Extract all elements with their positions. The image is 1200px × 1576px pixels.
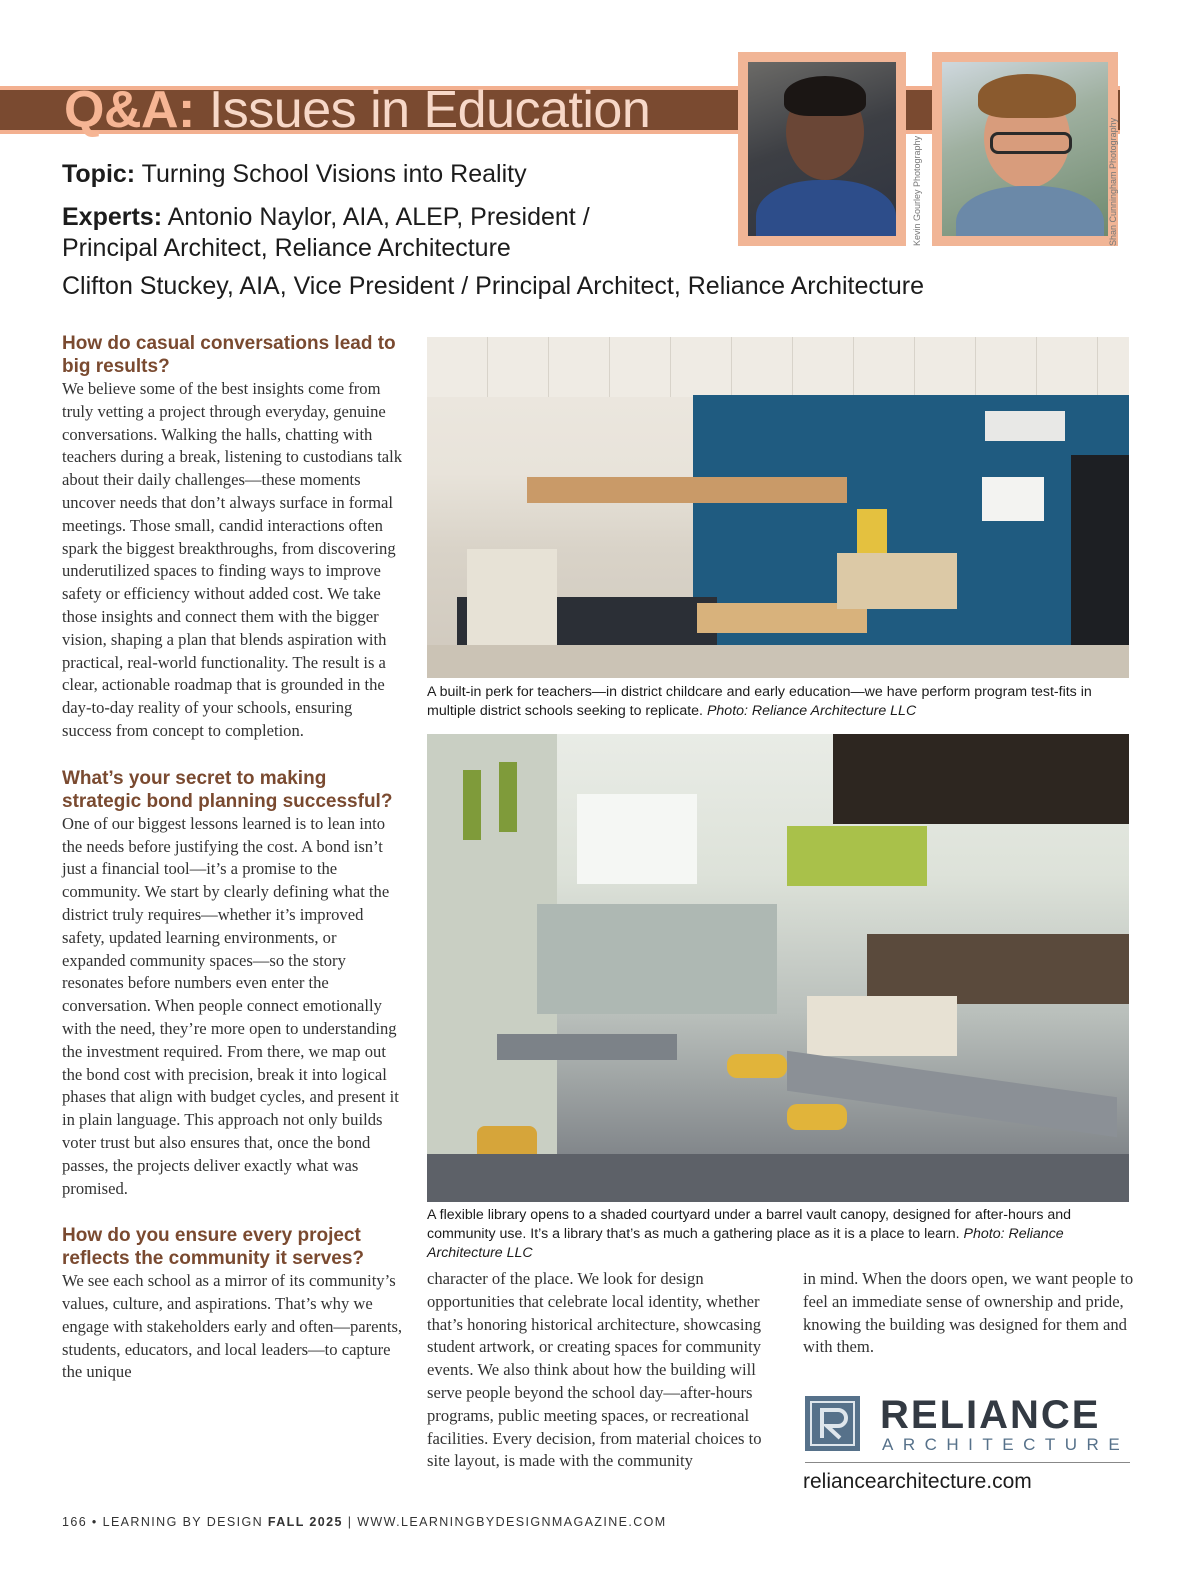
logo-wordmark: RELIANCE: [880, 1393, 1101, 1437]
expert-2: Clifton Stuckey, AIA, Vice President / Principal Architect, Reliance Architecture: [62, 272, 924, 300]
caption-1-credit: Photo: Reliance Architecture LLC: [706, 703, 917, 719]
question-3: How do you ensure every project reflects the community it serves?: [62, 1225, 364, 1270]
green-wall-panels: [787, 826, 927, 886]
answer-2: One of our biggest lessons learned is to lean into the needs before justifying the cost. A bond isn’t just a financial tool—it’s a promise to the community. We start by clearly defining what the district truly requires—whether it’s improved safety, updated learning environments, or expanded community spaces—so the story resonates before numbers even enter the conversation. When people connect emotionally with the need, they’re more open to understanding the investment required. From there, we map out the bond cost with precision, break it into logical phases that align with budget cycles, and present it in plain language. This approach not only builds voter trust but also ensures that, once the bond passes, the projects deliver exactly what was promised.: [62, 813, 399, 1198]
answer-3: We see each school as a mirror of its community’s values, culture, and aspirations. That’s why we engage with stakeholders early and often—parents, students, educators, and local leaders—to capture the unique: [62, 1271, 403, 1382]
bookshelves: [867, 934, 1129, 1004]
storage-cabinet: [1071, 455, 1129, 645]
photo-library: [427, 734, 1129, 1202]
caption-photo-1: [427, 683, 1137, 721]
magazine-name: LEARNING BY DESIGN: [102, 1515, 264, 1529]
floor: [427, 645, 1129, 678]
page-footer: 166 • LEARNING BY DESIGN FALL 2025 | WWW.LEARNINGBYDESIGNMAGAZINE.COM: [62, 1515, 667, 1529]
caption-2-credit: Photo: Reliance Architecture LLC: [427, 1226, 1064, 1261]
expert-1-line-1: Antonio Naylor, AIA, ALEP, President /: [167, 203, 590, 231]
answer-3-end: in mind. When the doors open, we want people to feel an immediate sense of ownership and pride, knowing the building was designed for them and with them.: [803, 1269, 1134, 1357]
caption-2-text: A flexible library opens to a shaded courtyard under a barrel vault canopy, designed for after-hours and community use. It’s a library that’s as much a gathering place as it is a place to learn.: [427, 1207, 1072, 1242]
poster: [857, 509, 887, 553]
portrait-naylor-hair: [784, 76, 866, 116]
expert-1-line-2: Principal Architect, Reliance Architecture: [62, 234, 511, 262]
topic-text: Turning School Visions into Reality: [141, 160, 527, 188]
logo-r-icon: [805, 1396, 860, 1451]
page-title: [64, 80, 650, 140]
question-2: What’s your secret to making strategic bond planning successful?: [62, 767, 393, 812]
qa-column-middle: [427, 1268, 782, 1473]
footer-separator: |: [347, 1515, 353, 1529]
logo-divider: [805, 1462, 1130, 1463]
caption-1-text: A built-in perk for teachers—in district childcare and early education—we have perform program test-fits in multiple district schools seeking to replicate.: [427, 684, 1092, 719]
topic-line: [62, 160, 527, 189]
answer-3-continued: character of the place. We look for design opportunities that celebrate local identity, whether that’s honoring historical architecture, showcasing student artwork, or creating spaces for community events. We also think about how the building will serve people beyond the school day—after-hours programs, public meeting spaces, or recreational facilities. Every decision, from material choices to site layout, is made with the community: [427, 1269, 762, 1471]
footer-url[interactable]: WWW.LEARNINGBYDESIGNMAGAZINE.COM: [357, 1515, 667, 1529]
wood-ceiling-canopy: [833, 734, 1129, 824]
wall-grille: [982, 477, 1044, 521]
experts-label: Experts:: [62, 203, 163, 231]
logo-subtitle: ARCHITECTURE: [882, 1435, 1130, 1454]
low-shelf: [837, 553, 957, 609]
qa-column-right: [803, 1268, 1138, 1359]
topic-label: Topic:: [62, 160, 136, 188]
clerestory-window: [577, 794, 697, 884]
acoustic-panel: [463, 770, 481, 840]
ceiling-grid: [427, 337, 1129, 397]
carpet: [427, 1154, 1129, 1202]
yellow-chair: [787, 1104, 847, 1130]
acoustic-panel: [499, 762, 517, 832]
experts-block: [62, 202, 590, 264]
portrait-naylor-frame: [738, 52, 906, 246]
reliance-logo-mark: [805, 1396, 860, 1451]
photo-childcare-classroom: [427, 337, 1129, 678]
portrait-stuckey-frame: [932, 52, 1118, 246]
photo-credit-stuckey: Shan Cunningham Photography: [1108, 117, 1118, 246]
portrait-stuckey: [942, 62, 1108, 236]
library-table: [497, 1034, 677, 1060]
service-desk: [807, 996, 957, 1056]
answer-1: We believe some of the best insights come from truly vetting a project through everyday, genuine conversations. Walking the halls, chatting with teachers during a break, listening to custodians talk about their daily challenges—these moments uncover needs that don’t always surface in formal meetings. Those small, candid interactions often spark the biggest breakthroughs, from discovering underutilized spaces to finding ways to improve safety or efficiency without added cost. We take those insights and connect them with the bigger vision, shaping a plan that blends aspiration with practical, real-world functionality. The result is a clear, actionable roadmap that is grounded in the day-to-day reality of your schools, ensuring success from concept to completion.: [62, 379, 403, 740]
caption-photo-2: [427, 1206, 1137, 1263]
courtyard-windows: [537, 904, 777, 1014]
portrait-stuckey-shirt: [956, 186, 1104, 236]
portrait-naylor-shirt: [756, 180, 896, 236]
play-kitchen: [467, 549, 557, 645]
title-bold: Q&A:: [64, 81, 195, 139]
wall-vent: [985, 411, 1065, 441]
website-link[interactable]: reliancearchitecture.com: [803, 1470, 1032, 1493]
qa-column-left: [62, 332, 404, 1384]
page-number: 166: [62, 1515, 88, 1529]
portrait-stuckey-hair: [978, 74, 1076, 118]
cubby-shelf: [527, 477, 847, 503]
title-rest: Issues in Education: [208, 81, 651, 139]
question-1: How do casual conversations lead to big results?: [62, 333, 396, 377]
yellow-chair: [727, 1054, 787, 1078]
portrait-naylor: [748, 62, 896, 236]
glasses-icon: [990, 132, 1072, 154]
issue: FALL 2025: [267, 1515, 343, 1529]
photo-credit-naylor: Kevin Gourley Photography: [912, 135, 922, 246]
